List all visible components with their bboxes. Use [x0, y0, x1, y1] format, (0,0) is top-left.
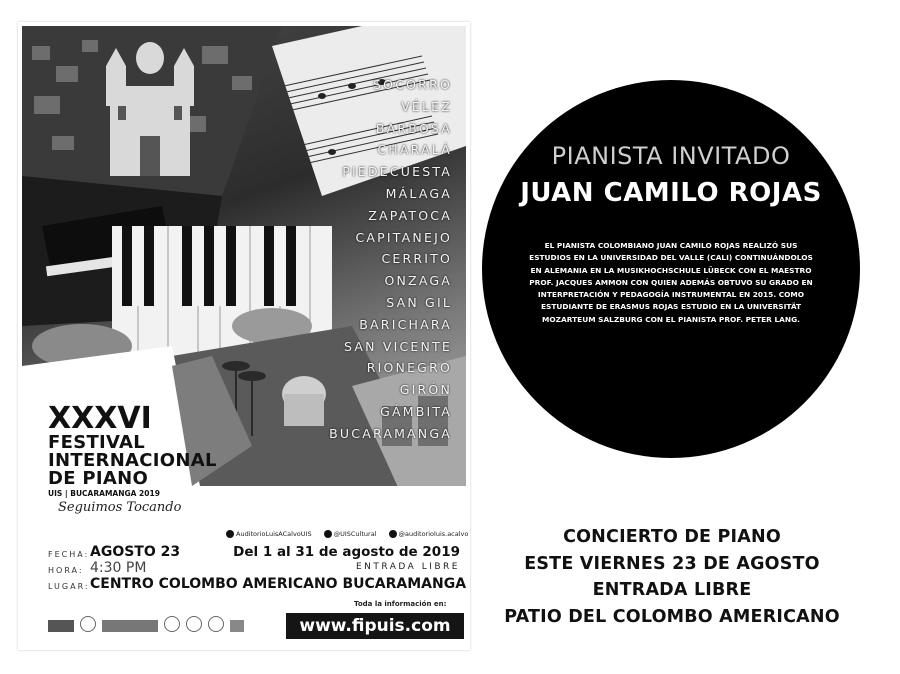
concert-line4: PATIO DEL COLOMBO AMERICANO [504, 606, 840, 627]
town-item: RIONEGRO [366, 360, 452, 376]
festival-subtitle: UIS | BUCARAMANGA 2019 [48, 489, 160, 498]
concert-info [472, 524, 872, 630]
festival-title-line2: INTERNACIONAL [48, 450, 217, 471]
town-item: PIEDECUESTA [342, 164, 452, 180]
guest-label: PIANISTA INVITADO [551, 142, 791, 170]
town-item: GIRÓN [399, 382, 452, 398]
sponsor-logo [208, 616, 224, 632]
town-item: BARICHARA [359, 316, 452, 332]
instagram-handle: @auditorioluis.acalvo [398, 530, 469, 538]
fecha-label: FECHA: [48, 550, 90, 559]
town-list [329, 74, 452, 445]
town-item: SAN GIL [386, 294, 452, 310]
town-item: CERRITO [381, 251, 452, 267]
sponsor-logos [48, 616, 244, 632]
festival-logo [48, 401, 217, 515]
twitter-icon [324, 530, 332, 538]
instagram-icon [389, 530, 397, 538]
hora-label: HORA: [48, 566, 84, 575]
town-item: CHARALÁ [377, 142, 452, 158]
hora-value: 4:30 PM [90, 560, 147, 576]
town-item: BUCARAMANGA [329, 425, 452, 441]
website-link[interactable]: www.fipuis.com [286, 613, 464, 639]
festival-title-line1: FESTIVAL [48, 432, 146, 453]
festival-slogan: Seguimos Tocando [58, 500, 182, 515]
festival-title-line3: DE PIANO [48, 468, 149, 489]
sponsor-logo [164, 616, 180, 632]
guest-circle [482, 80, 860, 458]
sponsor-logo [186, 616, 202, 632]
sponsor-logo [230, 620, 244, 632]
festival-dates: Del 1 al 31 de agosto de 2019 [233, 544, 460, 560]
festival-poster [18, 22, 470, 650]
town-item: ZAPATOCA [368, 207, 452, 223]
facebook-handle: AuditorioLuisACalvoUIS [236, 530, 312, 538]
town-item: CAPITANEJO [355, 229, 452, 245]
info-label: Toda la información en: [354, 600, 447, 608]
town-item: VÉLEZ [401, 98, 452, 114]
poster-entrada: ENTRADA LIBRE [355, 562, 460, 572]
concert-line2: ESTE VIERNES 23 DE AGOSTO [524, 553, 820, 574]
sponsor-logo [48, 620, 74, 632]
social-instagram[interactable] [389, 530, 469, 538]
social-handles [226, 530, 468, 538]
guest-name: JUAN CAMILO ROJAS [520, 178, 822, 208]
sponsor-logo [102, 620, 158, 632]
town-item: BARBOSA [375, 120, 452, 136]
social-twitter[interactable] [324, 530, 377, 538]
fecha-value: AGOSTO 23 [90, 544, 181, 560]
town-item: SOCORRO [373, 77, 452, 92]
town-item: SAN VICENTE [344, 338, 452, 354]
town-item: ONZAGA [384, 273, 452, 289]
lugar-row [48, 576, 468, 592]
social-facebook[interactable] [226, 530, 312, 538]
twitter-handle: @UISCultural [333, 530, 377, 538]
edition-number: XXXVI [48, 401, 152, 436]
guest-bio: EL PIANISTA COLOMBIANO JUAN CAMILO ROJAS REALIZÓ SUS ESTUDIOS EN LA UNIVERSIDAD DEL VALLE (CALI) CONTINUÁNDOLOS EN ALEMANIA EN LA MUSIKHOCHSCHULE LÜBECK CON EL MAESTRO PROF. JACQUES AMMON CON QUIEN ADEMÁS OBTUVO SU GRADO EN INTERPRETACIÓN Y PEDAGOGÍA INSTRUMENTAL EN 2015. COMO ESTUDIANTE DE ERASMUS ROJAS ESTUDIO EN LA UNIVERSITÄT MOZARTEUM SALZBURG CON EL PIANISTA PROF. PETER LANG. [529, 241, 813, 324]
sponsor-logo [80, 616, 96, 632]
lugar-value: CENTRO COLOMBO AMERICANO BUCARAMANGA [90, 576, 467, 592]
concert-line3: ENTRADA LIBRE [592, 580, 752, 600]
facebook-icon [226, 530, 234, 538]
lugar-label: LUGAR: [48, 582, 90, 591]
town-item: GÁMBITA [380, 403, 452, 419]
concert-line1: CONCIERTO DE PIANO [563, 527, 781, 547]
town-item: MÁLAGA [385, 185, 452, 201]
